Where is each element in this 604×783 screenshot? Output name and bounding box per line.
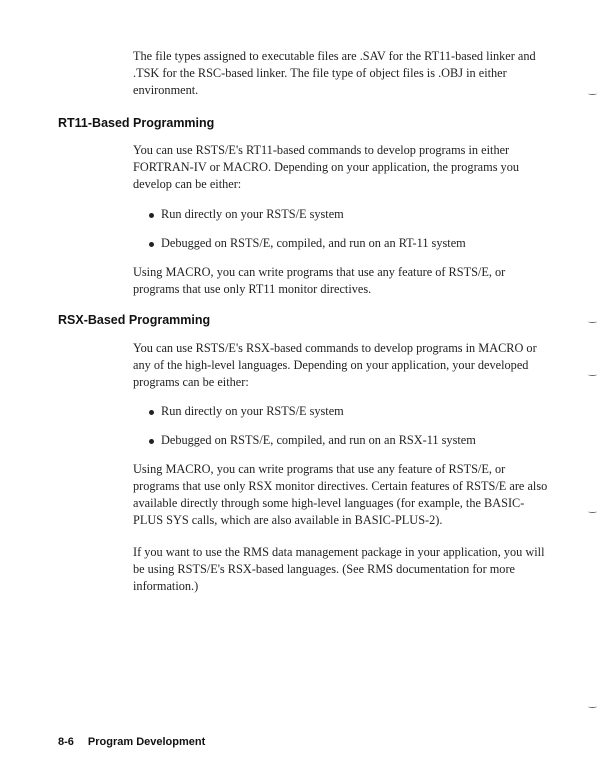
- bullet-icon: [149, 242, 154, 247]
- list-item-text: Run directly on your RSTS/E system: [161, 207, 344, 221]
- paragraph-rsx-intro: You can use RSTS/E's RSX-based commands to develop programs in MACRO or any of the high-level languages. Depending on your application, your developed programs can be either:: [133, 341, 537, 389]
- heading-rsx: RSX-Based Programming: [58, 313, 211, 327]
- page-footer: [58, 736, 219, 748]
- page-number: 8-6: [58, 736, 74, 748]
- paragraph-rt11-macro: Using MACRO, you can write programs that use any feature of RSTS/E, or programs that use only RT11 monitor directives.: [133, 265, 506, 296]
- paragraph-file-types: The file types assigned to executable files are .SAV for the RT11-based linker and .TSK for the RSC-based linker. The file type of object files is .OBJ in either environment.: [133, 49, 536, 97]
- bullet-icon: [149, 439, 154, 444]
- list-item-text: Debugged on RSTS/E, compiled, and run on an RSX-11 system: [161, 433, 476, 447]
- margin-mark: [588, 373, 597, 376]
- paragraph-rt11-intro: You can use RSTS/E's RT11-based commands to develop programs in either FORTRAN-IV or MACRO. Depending on your application, the programs you develop can be either:: [133, 143, 520, 191]
- list-item-text: Debugged on RSTS/E, compiled, and run on an RT-11 system: [161, 236, 466, 250]
- list-item: [149, 403, 344, 420]
- paragraph-rms: If you want to use the RMS data management package in your application, you will be using RSTS/E's RSX-based languages. (See RMS documentation for more information.): [133, 545, 545, 593]
- chapter-title: Program Development: [87, 736, 206, 748]
- list-item-text: Run directly on your RSTS/E system: [161, 404, 344, 418]
- bullet-icon: [149, 213, 154, 218]
- margin-mark: [588, 92, 597, 95]
- list-item: [149, 235, 466, 252]
- list-item: [149, 432, 476, 449]
- paragraph-rsx-macro: Using MACRO, you can write programs that use any feature of RSTS/E, or programs that use only RSX monitor directives. Certain features of RSTS/E are also available directly through some high-level languages (for example, the BASIC-PLUS SYS calls, which are also available in BASIC-PLUS-2).: [133, 462, 548, 527]
- list-item: [149, 206, 344, 223]
- heading-rt11: RT11-Based Programming: [58, 116, 215, 130]
- margin-mark: [588, 510, 597, 513]
- margin-mark: [588, 705, 597, 708]
- bullet-icon: [149, 410, 154, 415]
- margin-mark: [588, 320, 597, 323]
